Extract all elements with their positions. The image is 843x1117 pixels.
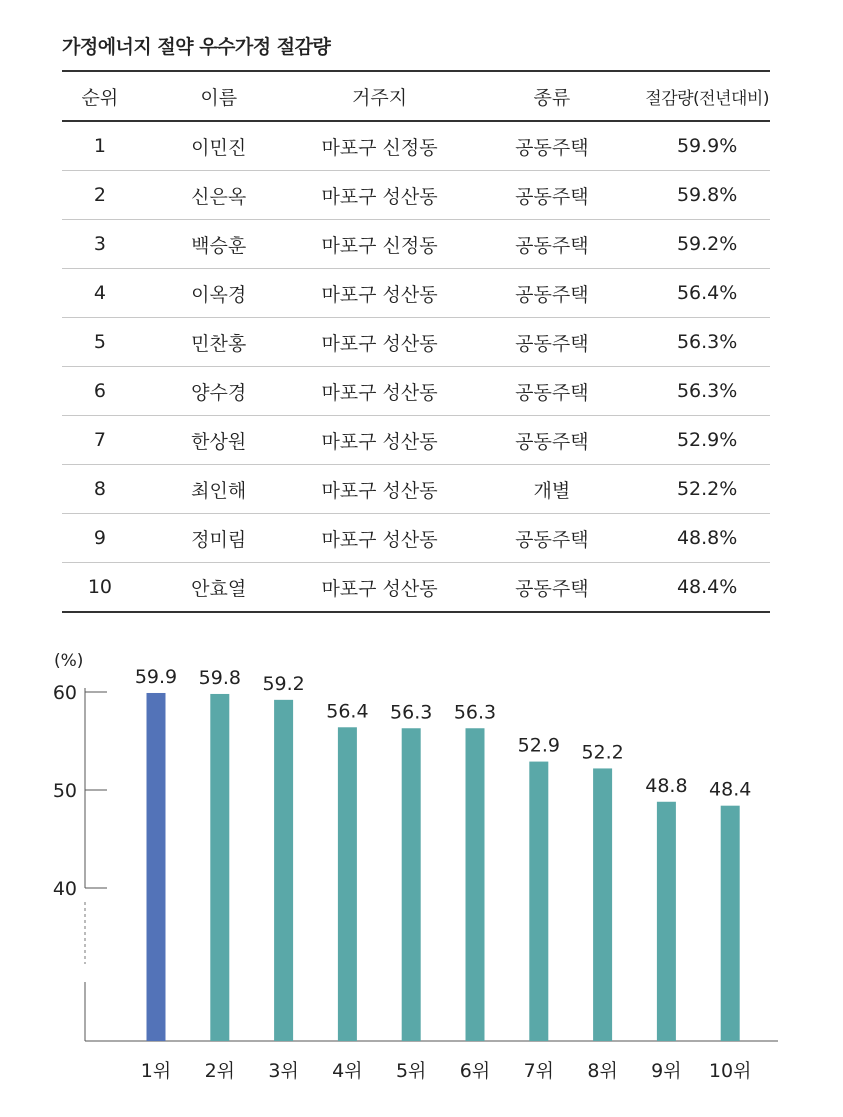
table-row	[62, 367, 770, 416]
bar-value-label: 59.8	[198, 666, 241, 689]
cell-address: 마포구 성산동	[300, 416, 460, 465]
bar	[657, 802, 676, 1041]
bar-value-label: 56.3	[453, 701, 497, 724]
cell-savings: 56.3%	[644, 367, 770, 416]
cell-address: 마포구 성산동	[300, 367, 460, 416]
cell-savings: 56.4%	[644, 269, 770, 318]
x-tick-label: 10위	[708, 1060, 752, 1082]
cell-address: 마포구 성산동	[300, 514, 460, 563]
x-tick-label: 8위	[587, 1060, 618, 1082]
bar-value-label: 59.2	[262, 672, 305, 695]
table-row	[62, 563, 770, 613]
cell-name: 이옥경	[138, 269, 300, 318]
cell-address: 마포구 성산동	[300, 318, 460, 367]
savings-bar-chart	[0, 620, 843, 1117]
bar	[529, 762, 548, 1041]
cell-type: 공동주택	[459, 171, 644, 220]
bar-value-label: 48.8	[645, 774, 688, 797]
cell-rank: 3	[62, 220, 138, 269]
cell-type: 공동주택	[459, 563, 644, 613]
header-type: 종류	[459, 71, 644, 121]
bar	[147, 693, 166, 1041]
table-row	[62, 121, 770, 171]
table-row	[62, 171, 770, 220]
cell-name: 민찬홍	[138, 318, 300, 367]
bar	[338, 727, 357, 1041]
y-tick-label: 40	[52, 878, 77, 900]
header-address: 거주지	[300, 71, 460, 121]
cell-type: 공동주택	[459, 121, 644, 171]
cell-type: 공동주택	[459, 269, 644, 318]
bar-value-label: 56.4	[326, 700, 369, 723]
cell-rank: 1	[62, 121, 138, 171]
cell-savings: 59.8%	[644, 171, 770, 220]
table-row	[62, 318, 770, 367]
cell-address: 마포구 성산동	[300, 171, 460, 220]
table-row	[62, 416, 770, 465]
cell-rank: 8	[62, 465, 138, 514]
bar	[274, 700, 293, 1041]
x-tick-label: 4위	[332, 1060, 363, 1082]
header-name: 이름	[138, 71, 300, 121]
cell-address: 마포구 신정동	[300, 121, 460, 171]
cell-rank: 9	[62, 514, 138, 563]
bar-value-label: 48.4	[709, 778, 752, 801]
cell-name: 한상원	[138, 416, 300, 465]
table-row	[62, 269, 770, 318]
cell-rank: 5	[62, 318, 138, 367]
cell-name: 이민진	[138, 121, 300, 171]
y-axis-label: (%)	[54, 651, 84, 671]
cell-rank: 4	[62, 269, 138, 318]
x-tick-label: 1위	[140, 1060, 172, 1082]
cell-rank: 2	[62, 171, 138, 220]
cell-type: 공동주택	[459, 367, 644, 416]
table-row	[62, 465, 770, 514]
ranking-table	[62, 70, 770, 613]
table-title: 가정에너지 절약 우수가정 절감량	[62, 36, 331, 58]
bar	[402, 728, 421, 1041]
cell-type: 개별	[459, 465, 644, 514]
x-tick-label: 7위	[523, 1060, 555, 1082]
bar	[210, 694, 229, 1041]
cell-address: 마포구 성산동	[300, 269, 460, 318]
cell-name: 최인해	[138, 465, 300, 514]
cell-rank: 7	[62, 416, 138, 465]
cell-type: 공동주택	[459, 318, 644, 367]
cell-address: 마포구 성산동	[300, 563, 460, 613]
cell-savings: 59.9%	[644, 121, 770, 171]
cell-savings: 48.8%	[644, 514, 770, 563]
y-tick-label: 50	[52, 780, 77, 802]
bar-value-label: 56.3	[390, 701, 433, 724]
cell-name: 양수경	[138, 367, 300, 416]
cell-name: 신은옥	[138, 171, 300, 220]
bar	[593, 768, 612, 1041]
table-row	[62, 514, 770, 563]
cell-address: 마포구 신정동	[300, 220, 460, 269]
bar-value-label: 59.9	[134, 665, 178, 688]
cell-savings: 59.2%	[644, 220, 770, 269]
x-tick-label: 3위	[268, 1060, 299, 1082]
x-tick-label: 5위	[395, 1060, 427, 1082]
y-tick-label: 60	[52, 682, 77, 704]
bar	[466, 728, 485, 1041]
x-tick-label: 2위	[204, 1060, 236, 1082]
cell-address: 마포구 성산동	[300, 465, 460, 514]
x-tick-label: 6위	[459, 1060, 491, 1082]
bar	[721, 806, 740, 1041]
cell-type: 공동주택	[459, 514, 644, 563]
cell-savings: 52.2%	[644, 465, 770, 514]
bar-value-label: 52.2	[581, 741, 624, 764]
x-tick-label: 9위	[651, 1060, 682, 1082]
header-savings: 절감량(전년대비)	[644, 71, 770, 121]
cell-savings: 52.9%	[644, 416, 770, 465]
cell-rank: 10	[62, 563, 138, 613]
cell-name: 안효열	[138, 563, 300, 613]
table-row	[62, 220, 770, 269]
table-header-row	[62, 71, 770, 121]
cell-rank: 6	[62, 367, 138, 416]
cell-type: 공동주택	[459, 416, 644, 465]
cell-savings: 48.4%	[644, 563, 770, 613]
cell-name: 백승훈	[138, 220, 300, 269]
cell-savings: 56.3%	[644, 318, 770, 367]
header-rank: 순위	[62, 71, 138, 121]
cell-type: 공동주택	[459, 220, 644, 269]
cell-name: 정미림	[138, 514, 300, 563]
bar-value-label: 52.9	[517, 734, 560, 757]
